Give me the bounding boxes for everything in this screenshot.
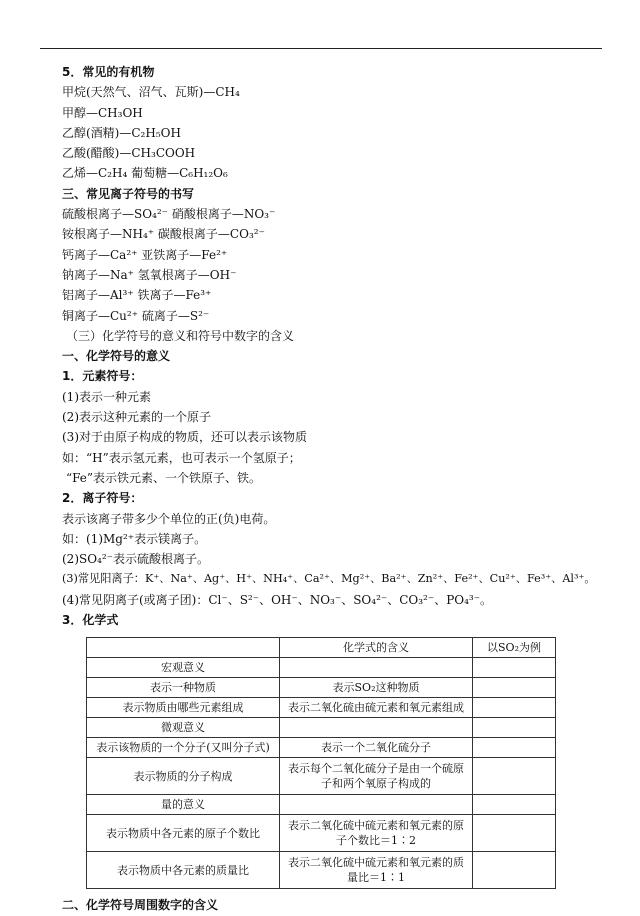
- table-row: [87, 658, 556, 678]
- text-line: (4)常见阴离子(或离子团)：Cl⁻、S²⁻、OH⁻、NO₃⁻、SO₄²⁻、CO₃²⁻、PO₄³⁻。: [62, 592, 493, 607]
- table-cell: 表示物质中各元素的原子个数比: [87, 815, 280, 852]
- formula-meaning-table: [86, 637, 556, 889]
- table-header-cell: 化学式的含义: [280, 638, 473, 658]
- table-cell: [473, 795, 556, 815]
- text-line: (2)SO₄²⁻表示硫酸根离子。: [62, 552, 210, 567]
- table-cell: 表示二氧化硫由硫元素和氧元素组成: [280, 698, 473, 718]
- table-cell: [473, 758, 556, 795]
- document-body: [62, 62, 602, 916]
- formula-meaning-table-wrap: [86, 637, 602, 889]
- section-heading-organic: 5．常见的有机物: [62, 65, 155, 79]
- text-line: (3)常见阳离子：K⁺、Na⁺、Ag⁺、H⁺、NH₄⁺、Ca²⁺、Mg²⁺、Ba²⁺、Zn²⁺、Fe²⁺、Cu²⁺、Fe³⁺、Al³⁺。: [62, 572, 596, 586]
- item-heading: 1．元素符号：: [62, 369, 143, 384]
- table-cell: [473, 678, 556, 698]
- text-line: 甲醇—CH₃OH: [62, 105, 143, 120]
- text-line: 铵根离子—NH₄⁺ 碳酸根离子—CO₃²⁻: [62, 227, 265, 242]
- table-cell: 表示一种物质: [87, 678, 280, 698]
- text-line: 硫酸根离子—SO₄²⁻ 硝酸根离子—NO₃⁻: [62, 207, 276, 222]
- text-line: 甲烷(天然气、沼气、瓦斯)—CH₄: [62, 85, 240, 100]
- table-row: [87, 698, 556, 718]
- table-cell: 表示物质的分子构成: [87, 758, 280, 795]
- table-cell: [473, 815, 556, 852]
- table-row: [87, 678, 556, 698]
- table-cell: 表示一个二氧化硫分子: [280, 738, 473, 758]
- section-heading-ions: 三、常见离子符号的书写: [62, 186, 195, 201]
- text-line: 如：“H”表示氢元素，也可表示一个氢原子；: [62, 450, 301, 465]
- table-cell: 表示每个二氧化硫分子是由一个硫原子和两个氧原子构成的: [280, 758, 473, 795]
- table-row: [87, 852, 556, 889]
- text-line: (3)对于由原子构成的物质，还可以表示该物质: [62, 430, 307, 445]
- table-cell: [473, 698, 556, 718]
- text-line: 如：(1)Mg²⁺表示镁离子。: [62, 531, 207, 546]
- table-row: [87, 758, 556, 795]
- table-cell: 微观意义: [87, 718, 280, 738]
- text-line: 乙醇(酒精)—C₂H₅OH: [62, 125, 181, 140]
- text-line: (1)表示一种元素: [62, 389, 151, 404]
- table-cell: 表示物质中各元素的质量比: [87, 852, 280, 889]
- text-line: 钙离子—Ca²⁺ 亚铁离子—Fe²⁺: [62, 247, 228, 262]
- text-line: “Fe”表示铁元素、一个铁原子、铁。: [66, 470, 262, 485]
- subsection-heading: 一、化学符号的意义: [62, 349, 171, 364]
- table-row: [87, 738, 556, 758]
- table-cell: [280, 795, 473, 815]
- table-cell: 表示SO₂这种物质: [280, 678, 473, 698]
- text-line: 乙烯—C₂H₄ 葡萄糖—C₆H₁₂O₆: [62, 166, 228, 181]
- table-row: [87, 795, 556, 815]
- table-cell: [473, 852, 556, 889]
- text-line: (2)表示这种元素的一个原子: [62, 410, 211, 425]
- text-line: 乙酸(醋酸)—CH₃COOH: [62, 146, 196, 161]
- text-line: 铝离子—Al³⁺ 铁离子—Fe³⁺: [62, 288, 212, 303]
- table-cell: [473, 658, 556, 678]
- table-cell: 表示物质由哪些元素组成: [87, 698, 280, 718]
- table-header-cell: [87, 638, 280, 658]
- table-cell: [280, 658, 473, 678]
- section-heading-meaning: （三）化学符号的意义和符号中数字的含义: [66, 328, 295, 343]
- table-row: [87, 815, 556, 852]
- table-cell: 表示二氧化硫中硫元素和氧元素的质量比＝1∶1: [280, 852, 473, 889]
- text-line: 钠离子—Na⁺ 氢氧根离子—OH⁻: [62, 267, 237, 282]
- text-line: 表示该离子带多少个单位的正(负)电荷。: [62, 511, 276, 526]
- table-cell: [280, 718, 473, 738]
- table-cell: 量的意义: [87, 795, 280, 815]
- subsection-heading: 二、化学符号周围数字的含义: [62, 898, 219, 913]
- table-header-row: [87, 638, 556, 658]
- table-cell: 表示该物质的一个分子(又叫分子式): [87, 738, 280, 758]
- item-heading: 3．化学式: [62, 613, 119, 628]
- header-rule: [40, 48, 602, 49]
- table-header-cell: 以SO₂为例: [473, 638, 556, 658]
- table-cell: [473, 718, 556, 738]
- table-row: [87, 718, 556, 738]
- table-cell: 宏观意义: [87, 658, 280, 678]
- table-cell: [473, 738, 556, 758]
- text-line: 铜离子—Cu²⁺ 硫离子—S²⁻: [62, 308, 210, 323]
- item-heading: 2．离子符号：: [62, 491, 143, 506]
- table-cell: 表示二氧化硫中硫元素和氧元素的原子个数比＝1∶2: [280, 815, 473, 852]
